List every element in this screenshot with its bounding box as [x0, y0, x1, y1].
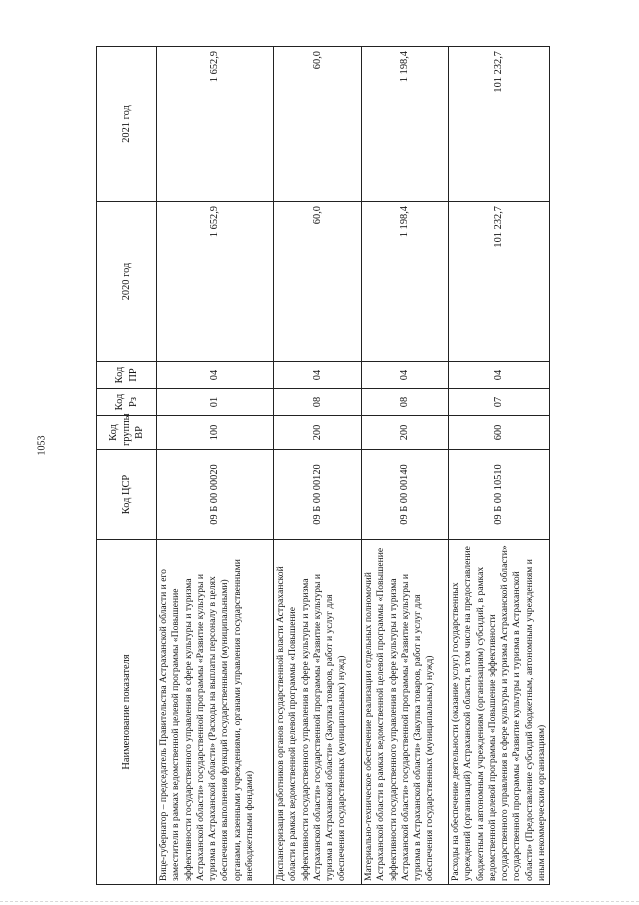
- row-rz: 07: [449, 389, 550, 416]
- row-group: 200: [274, 416, 362, 450]
- scan-edge: [0, 901, 639, 902]
- table-row: [274, 47, 362, 885]
- header-rz: Код Рз: [97, 389, 157, 416]
- row-2021: 101 232,7: [449, 47, 550, 202]
- row-name: Расходы на обеспечение деятельности (оказание услуг) государственных учреждений (организаций) Астраханской области, в том числе на предоставление бюджетным и автономным учреждениям (организациям) субсидий, в рамках ведомственной целевой программы «Повышение эффективности государственного управления в сфере культуры и туризма Астраханской области» государственной программы «Развитие культуры и туризма в Астраханской области» (Предоставление субсидий бюджетным, автономным учреждениям и иным некоммерческим организациям): [449, 540, 550, 885]
- row-2021: 60,0: [274, 47, 362, 202]
- row-pr: 04: [274, 362, 362, 389]
- row-csr: 09 Б 00 00120: [274, 450, 362, 540]
- row-rz: 08: [362, 389, 449, 416]
- row-name: Материально-техническое обеспечение реализации отдельных полномочий Астраханской области в рамках ведомственной целевой программы «Повышение эффективности государственного управления в сфере культуры и туризма Астраханской области» государственной программы «Развитие культуры и туризма в Астраханской области» (Закупка товаров, работ и услуг для обеспечения государственных (муниципальных) нужд): [362, 540, 449, 885]
- row-group: 200: [362, 416, 449, 450]
- row-pr: 04: [157, 362, 274, 389]
- row-group: 600: [449, 416, 550, 450]
- row-csr: 09 Б 00 10510: [449, 450, 550, 540]
- budget-table-container: [96, 47, 547, 885]
- row-2020: 101 232,7: [449, 202, 550, 362]
- header-2020: 2020 год: [97, 202, 157, 362]
- table-row: [449, 47, 550, 885]
- row-2021: 1 652,9: [157, 47, 274, 202]
- header-name: Наименование показателя: [97, 540, 157, 885]
- row-2020: 1 198,4: [362, 202, 449, 362]
- header-pr: Код ПР: [97, 362, 157, 389]
- row-csr: 09 Б 00 00140: [362, 450, 449, 540]
- row-rz: 01: [157, 389, 274, 416]
- row-rz: 08: [274, 389, 362, 416]
- header-group: Код группы ВР: [97, 416, 157, 450]
- row-2020: 60,0: [274, 202, 362, 362]
- header-csr: Код ЦСР: [97, 450, 157, 540]
- table-row: [157, 47, 274, 885]
- row-2021: 1 198,4: [362, 47, 449, 202]
- row-pr: 04: [362, 362, 449, 389]
- row-group: 100: [157, 416, 274, 450]
- row-name: Диспансеризация работников органов государственной власти Астраханской области в рамках ведомственной целевой программы «Повышение эффективности государственного управления в сфере культуры и туризма Астраханской области» государственной программы «Развитие культуры и туризма в Астраханской области» (Закупка товаров, работ и услуг для обеспечения государственных (муниципальных) нужд): [274, 540, 362, 885]
- page-number: 1053: [36, 435, 48, 456]
- budget-table: [96, 46, 550, 885]
- header-2021: 2021 год: [97, 47, 157, 202]
- row-2020: 1 652,9: [157, 202, 274, 362]
- table-row: [362, 47, 449, 885]
- table-header-row: [97, 47, 157, 885]
- row-csr: 09 Б 00 00020: [157, 450, 274, 540]
- row-pr: 04: [449, 362, 550, 389]
- row-name: Вице-губернатор – председатель Правительства Астраханской области и его заместители в рамках ведомственной целевой программы «Повышение эффективности государственного управления в сфере культуры и туризма Астраханской области» государственной программы «Развитие культуры и туризма в Астраханской области» (Расходы на выплаты персоналу в целях обеспечения выполнения функций государственными (муниципальными) органами, казенными учреждениями, органами управления государственными внебюджетными фондами): [157, 540, 274, 885]
